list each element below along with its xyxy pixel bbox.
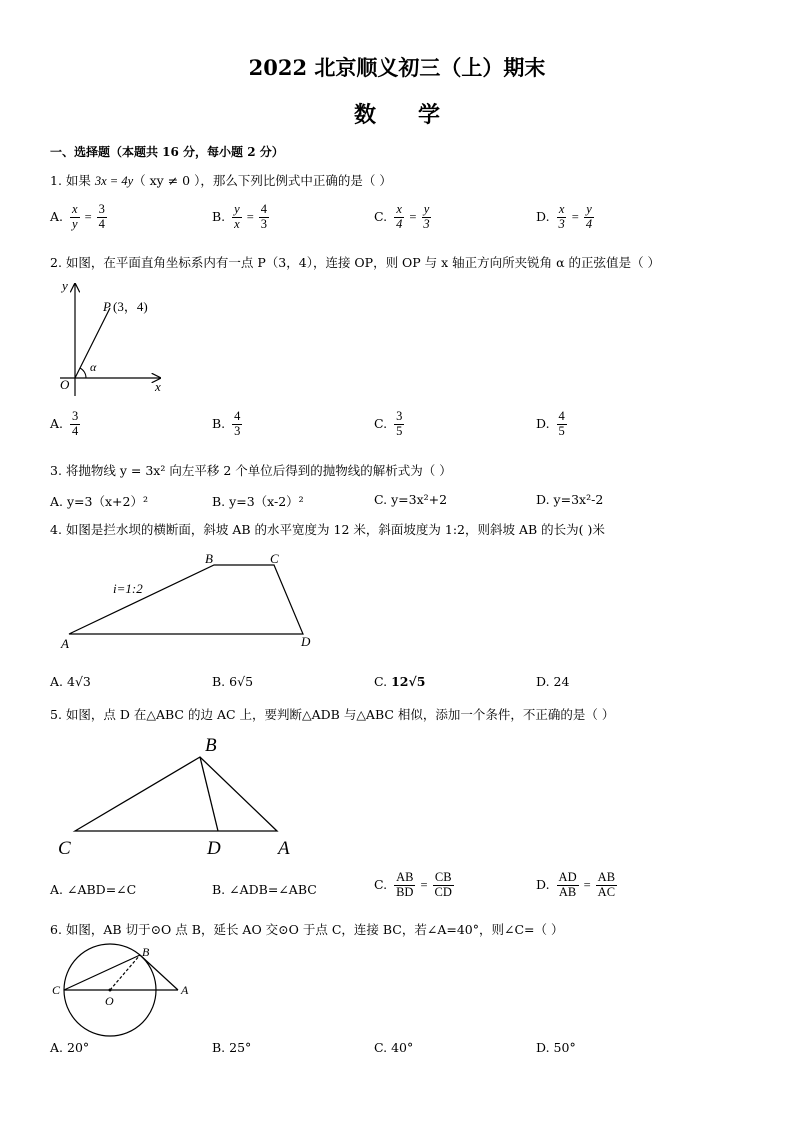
fraction: $\frac{x}{4}$	[396, 202, 403, 231]
question-2-figure	[50, 278, 180, 400]
origin-label: O	[60, 377, 70, 392]
question-1-option-c[interactable]: C. $\frac{x}{4}$ = $\frac{y}{3}$	[374, 202, 430, 231]
point-b-label: B	[205, 551, 213, 566]
question-2-option-d[interactable]: D. $\frac{4}{5}$	[536, 409, 565, 438]
page-title: 2022 北京顺义初三（上）期末	[248, 55, 546, 80]
fraction: $\frac{CB}{CD}$	[434, 870, 452, 899]
segment-bd	[200, 757, 218, 831]
question-3-option-a[interactable]: A. y=3（x+2）²	[50, 494, 148, 509]
question-6-option-c[interactable]: C. 40°	[374, 1040, 414, 1055]
fraction: $\frac{AD}{AB}$	[558, 870, 577, 899]
question-2-option-c[interactable]: C. $\frac{3}{5}$	[374, 409, 403, 438]
trapezoid-abcd	[69, 565, 303, 634]
fraction: $\frac{y}{3}$	[423, 202, 430, 231]
question-6-option-b[interactable]: B. 25°	[212, 1040, 252, 1055]
question-5-stem: 5. 如图，点 D 在△ABC 的边 AC 上，要判断△ADB 与△ABC 相似，添加一个条件，不正确的是（ ）	[50, 707, 615, 722]
point-p-coordinate: (3，4)	[113, 299, 148, 314]
question-2-option-a[interactable]: A. $\frac{3}{4}$	[50, 409, 79, 438]
point-c-label: C	[52, 983, 61, 997]
fraction: $\frac{AB}{BD}$	[396, 870, 414, 899]
question-4-option-b[interactable]: B. 6√5	[212, 674, 254, 689]
fraction: $\frac{x}{y}$	[72, 202, 78, 231]
question-1-equation: 3x = 4y	[94, 174, 134, 188]
angle-arc	[80, 368, 86, 378]
point-c-label: C	[58, 838, 71, 859]
question-6-figure	[50, 942, 200, 1037]
angle-label: α	[90, 360, 97, 374]
tangent-ab	[140, 955, 178, 990]
point-p-label: P	[103, 299, 111, 314]
y-axis-label: y	[62, 278, 68, 293]
question-4-option-d[interactable]: D. 24	[536, 674, 570, 689]
point-o-label: O	[105, 994, 114, 1008]
point-a-label: A	[278, 838, 290, 859]
point-a-label: A	[61, 636, 69, 651]
question-1-stem	[50, 171, 392, 189]
question-1-condition: （ xy ≠ 0 ）	[133, 173, 201, 188]
subject-title: 数学	[353, 102, 482, 128]
question-3-option-d[interactable]: D. y=3x²-2	[536, 492, 604, 507]
question-1-option-a[interactable]: A. $\frac{x}{y}$ = $\frac{3}{4}$	[50, 202, 105, 231]
radius-ob	[110, 955, 140, 990]
fraction: $\frac{AB}{AC}$	[597, 870, 616, 899]
fraction: $\frac{y}{x}$	[234, 202, 240, 231]
fraction: $\frac{3}{4}$	[72, 409, 79, 438]
slope-label: i=1:2	[113, 581, 143, 596]
question-4-option-a[interactable]: A. 4√3	[50, 674, 91, 689]
question-5-option-b[interactable]: B. ∠ADB=∠ABC	[212, 882, 317, 897]
question-2-option-b[interactable]: B. $\frac{4}{3}$	[212, 409, 241, 438]
fraction: $\frac{3}{4}$	[98, 202, 105, 231]
fraction: $\frac{4}{5}$	[558, 409, 565, 438]
point-c-label: C	[270, 551, 279, 566]
question-1-option-d[interactable]: D. $\frac{x}{3}$ = $\frac{y}{4}$	[536, 202, 593, 231]
point-a-label: A	[181, 983, 189, 997]
point-b-label: B	[205, 735, 217, 756]
point-b-label: B	[142, 945, 150, 959]
question-1-suffix: ，那么下列比例式中正确的是（ ）	[200, 173, 392, 188]
section-heading: 一、选择题（本题共 16 分，每小题 2 分）	[50, 145, 284, 159]
fraction: $\frac{4}{3}$	[234, 409, 241, 438]
question-5-option-c[interactable]: C. $\frac{AB}{BD}$ = $\frac{CB}{CD}$	[374, 870, 452, 899]
question-5-option-d[interactable]: D. $\frac{AD}{AB}$ = $\frac{AB}{AC}$	[536, 870, 616, 899]
question-1-prefix: 1. 如果	[50, 173, 95, 188]
question-6-option-a[interactable]: A. 20°	[50, 1040, 90, 1055]
question-3-option-c[interactable]: C. y=3x²+2	[374, 492, 448, 507]
question-5-option-a[interactable]: A. ∠ABD=∠C	[50, 882, 137, 897]
question-6-stem: 6. 如图，AB 切于⊙O 点 B，延长 AO 交⊙O 于点 C，连接 BC，若∠A=40°，则∠C=（ ）	[50, 922, 564, 937]
question-1-option-b[interactable]: B. $\frac{y}{x}$ = $\frac{4}{3}$	[212, 202, 268, 231]
question-3-stem: 3. 将抛物线 y = 3x² 向左平移 2 个单位后得到的抛物线的解析式为（ ）	[50, 463, 452, 478]
question-5-figure	[50, 733, 310, 863]
x-axis-label: x	[155, 379, 161, 394]
question-4-option-c[interactable]: C. 12√5	[374, 674, 426, 689]
question-4-figure	[55, 545, 325, 653]
fraction: $\frac{x}{3}$	[558, 202, 565, 231]
question-2-stem: 2. 如图，在平面直角坐标系内有一点 P（3，4），连接 OP，则 OP 与 x 轴正方向所夹锐角 α 的正弦值是（ ）	[50, 255, 661, 270]
triangle-abc	[75, 757, 277, 831]
question-3-option-b[interactable]: B. y=3（x-2）²	[212, 494, 304, 509]
question-6-option-d[interactable]: D. 50°	[536, 1040, 576, 1055]
point-d-label: D	[301, 634, 311, 649]
question-4-stem: 4. 如图是拦水坝的横断面，斜坡 AB 的水平宽度为 12 米，斜面坡度为 1:2，则斜坡 AB 的长为( )米	[50, 522, 605, 537]
fraction: $\frac{3}{5}$	[396, 409, 403, 438]
point-d-label: D	[207, 838, 221, 859]
fraction: $\frac{4}{3}$	[260, 202, 268, 231]
fraction: $\frac{y}{4}$	[585, 202, 593, 231]
center-point	[109, 989, 112, 992]
